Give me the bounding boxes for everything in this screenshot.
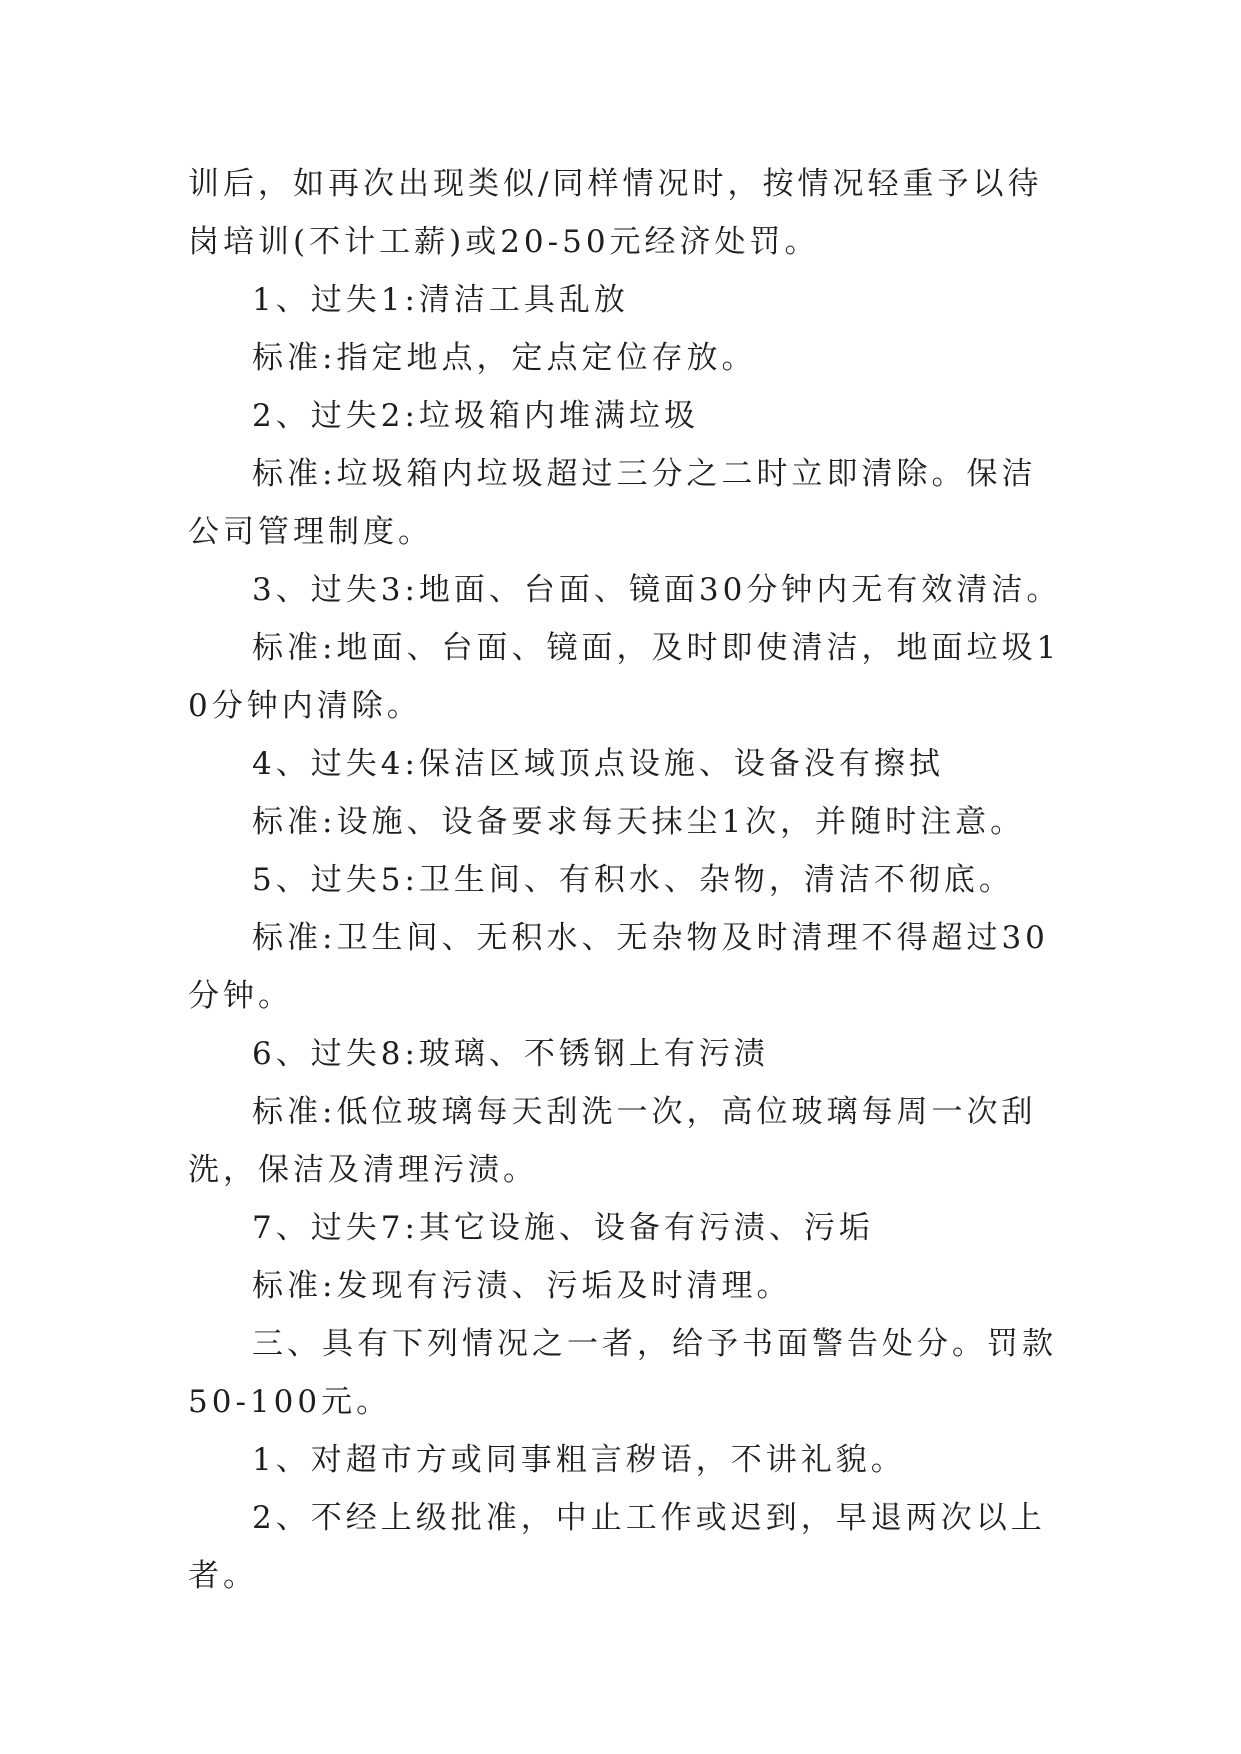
standard-6: 标准:低位玻璃每天刮洗一次，高位玻璃每周一次刮洗，保洁及清理污渍。	[188, 1094, 1037, 1188]
document-body	[188, 155, 1068, 1605]
standard-3: 标准:地面、台面、镜面，及时即使清洁，地面垃圾10分钟内清除。	[188, 630, 1061, 724]
section-three-item-2: 2、不经上级批准，中止工作或迟到，早退两次以上者。	[188, 1500, 1046, 1594]
fault-3: 3、过失3:地面、台面、镜面30分钟内无有效清洁。	[252, 572, 1062, 608]
fault-4: 4、过失4:保洁区域顶点设施、设备没有擦拭	[252, 746, 944, 782]
section-three-heading: 三、具有下列情况之一者，给予书面警告处分。罚款50-100元。	[188, 1326, 1057, 1420]
standard-5: 标准:卫生间、无积水、无杂物及时清理不得超过30分钟。	[188, 920, 1049, 1014]
fault-2: 2、过失2:垃圾箱内堆满垃圾	[252, 398, 699, 434]
standard-7: 标准:发现有污渍、污垢及时清理。	[252, 1268, 792, 1304]
section-three-item-1: 1、对超市方或同事粗言秽语，不讲礼貌。	[252, 1442, 906, 1478]
fault-7: 7、过失7:其它设施、设备有污渍、污垢	[252, 1210, 874, 1246]
fault-6: 6、过失8:玻璃、不锈钢上有污渍	[252, 1036, 769, 1072]
standard-1: 标准:指定地点，定点定位存放。	[252, 340, 757, 376]
standard-2: 标准:垃圾箱内垃圾超过三分之二时立即清除。保洁公司管理制度。	[188, 456, 1037, 550]
standard-4: 标准:设施、设备要求每天抹尘1次，并随时注意。	[252, 804, 1026, 840]
paragraph-continuation: 训后，如再次出现类似/同样情况时，按情况轻重予以待岗培训(不计工薪)或20-50元经济处罚。	[188, 166, 1043, 260]
fault-5: 5、过失5:卫生间、有积水、杂物，清洁不彻底。	[252, 862, 1014, 898]
fault-1: 1、过失1:清洁工具乱放	[252, 282, 629, 318]
